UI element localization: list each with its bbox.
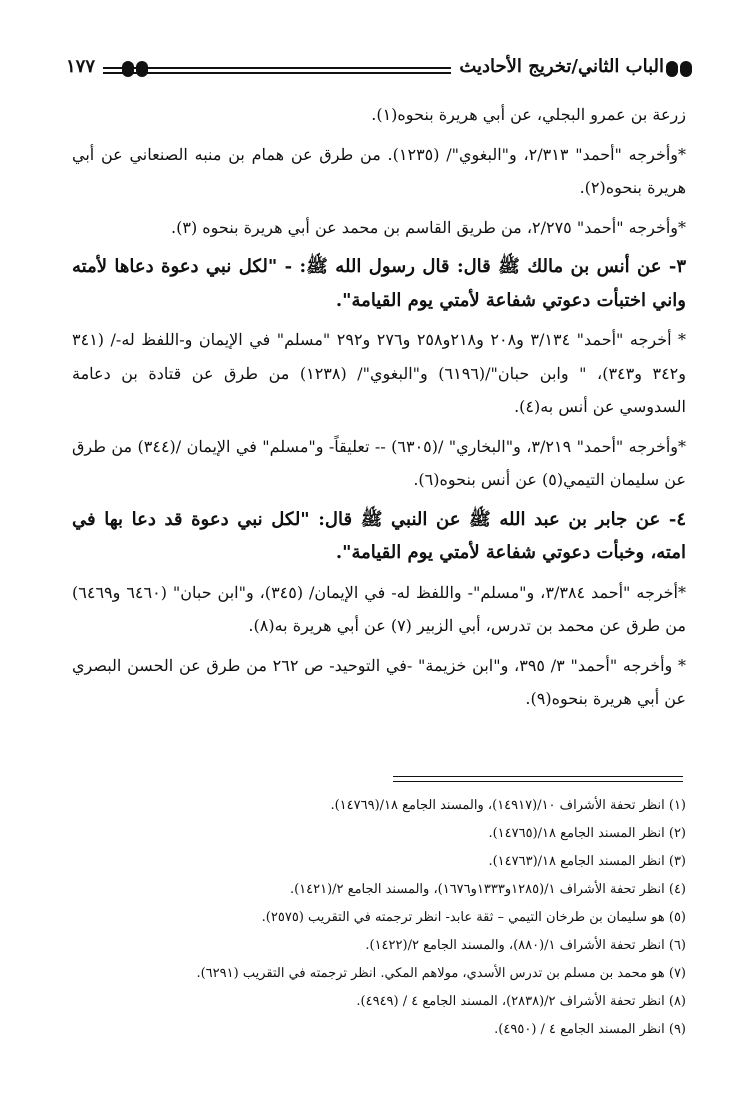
footnote: (٢) انظر المسند الجامع ١٨/(١٤٧٦٥).: [488, 826, 686, 841]
hadith-heading: ٣- عن أنس بن مالك ﷺ قال: قال رسول الله ﷺ: - "لكل نبي دعوة دعاها لأمته واني اختبأت دعوتي شفاعة لأمتي يوم القيامة".: [72, 256, 686, 311]
paragraph: *وأخرجه "أحمد" ٣/٢١٩، و"البخاري" /(٦٣٠٥) -- تعليقاً- و"مسلم" في الإيمان /(٣٤٤) من طرق عن سليمان التيمي(٥) عن أنس بنحوه(٦).: [72, 436, 687, 489]
main-text: [72, 98, 686, 722]
footnote-separator: [393, 781, 683, 782]
chapter-title: الباب الثاني/تخريج الأحاديث: [451, 56, 664, 77]
paragraph: *وأخرجه "أحمد" ٢/٢٧٥، من طريق القاسم بن محمد عن أبي هريرة بنحوه (٣).: [171, 217, 686, 237]
footnote: (٨) انظر تحفة الأشراف ٢/(٢٨٣٨)، المسند الجامع ٤ / (٤٩٤٩).: [356, 994, 686, 1009]
header-ornament: [680, 61, 692, 77]
header-ornament: [666, 61, 678, 77]
header-ornament: [136, 61, 148, 77]
hadith-heading: ٤- عن جابر بن عبد الله ﷺ عن النبي ﷺ قال: "لكل نبي دعوة قد دعا بها في امته، وخبأت دعوتي شفاعة لأمتي يوم القيامة".: [72, 508, 686, 563]
footnote: (٦) انظر تحفة الأشراف ١/(٨٨٠)، والمسند الجامع ٢/(١٤٢٢).: [365, 938, 686, 953]
paragraph: زرعة بن عمرو البجلي، عن أبي هريرة بنحوه(١).: [371, 105, 686, 124]
footnote: (٣) انظر المسند الجامع ١٨/(١٤٧٦٣).: [488, 854, 686, 869]
paragraph: * أخرجه "أحمد" ٣/١٣٤ و٢٠٨ و٢١٨و٢٥٨ و٢٧٦ و٢٩٢ "مسلم" في الإيمان و-اللفظ له-/ (٣٤١ و٣٤٢ و٣٤٣)، " وابن حبان"/(٦١٩٦) و"البغوي"/ (١٢٣٨) من طرق عن قتادة بن دعامة السدوسي عن أنس به(٤).: [72, 330, 687, 416]
running-header: [62, 52, 692, 88]
page-number: ١٧٧: [66, 56, 103, 77]
paragraph: *أخرجه "أحمد ٣/٣٨٤، و"مسلم"- واللفظ له- في الإيمان/ (٣٤٥)، و"ابن حبان" (٦٤٦٠ و٦٤٦٩) من طرق عن محمد بن تدرس، أبي الزبير (٧) عن أبي هريرة به(٨).: [72, 582, 687, 635]
footnote: (٧) هو محمد بن مسلم بن تدرس الأسدي، مولاهم المكي. انظر ترجمته في التقريب (٦٢٩١).: [196, 966, 686, 981]
paragraph: * وأخرجه "أحمد" ٣/ ٣٩٥، و"ابن خزيمة" -في التوحيد- ص ٢٦٢ من طرق عن الحسن البصري عن أبي هريرة بنحوه(٩).: [72, 655, 687, 708]
footnote: (١) انظر تحفة الأشراف ١٠/(١٤٩١٧)، والمسند الجامع ١٨/(١٤٧٦٩).: [330, 798, 686, 813]
footnote: (٩) انظر المسند الجامع ٤ / (٤٩٥٠).: [494, 1022, 686, 1037]
footnote: (٤) انظر تحفة الأشراف ١/(١٢٨٥و١٣٣٣و١٦٧٦)، والمسند الجامع ٢/(١٤٢١).: [289, 882, 686, 897]
footnote-separator: [393, 776, 683, 777]
footnotes: [72, 792, 686, 1044]
header-ornament: [122, 61, 134, 77]
paragraph: *وأخرجه "أحمد" ٢/٣١٣، و"البغوي"/ (١٢٣٥). من طرق عن همام بن منبه الصنعاني عن أبي هريرة بنحوه(٢).: [72, 144, 687, 197]
footnote: (٥) هو سليمان بن طرخان التيمي – ثقة عابد- انظر ترجمته في التقريب (٢٥٧٥).: [261, 910, 686, 925]
